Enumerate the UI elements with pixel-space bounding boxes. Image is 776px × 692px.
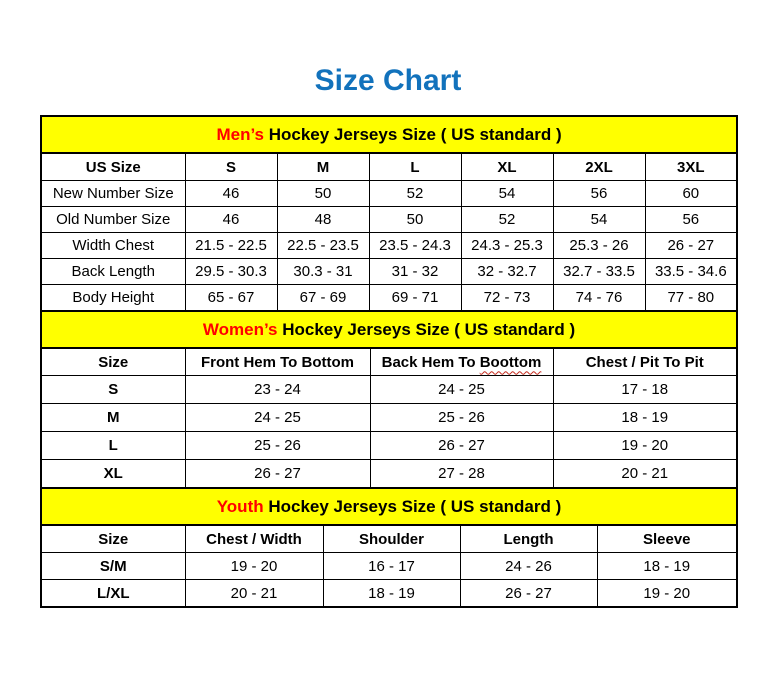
value-cell: 18 - 19 xyxy=(553,404,737,432)
value-cell: 52 xyxy=(369,181,461,207)
column-header: Back Hem To Boottom xyxy=(370,348,553,376)
value-cell: 54 xyxy=(461,181,553,207)
value-cell: 50 xyxy=(277,181,369,207)
column-header: Size xyxy=(41,525,185,553)
mens-table-row xyxy=(41,233,737,259)
row-label: Body Height xyxy=(41,285,185,312)
value-cell: 52 xyxy=(461,207,553,233)
womens-size-table xyxy=(40,310,738,489)
youth-table-body xyxy=(41,553,737,608)
mens-section-header xyxy=(41,116,737,153)
size-chart-tables xyxy=(40,115,736,608)
column-header-row xyxy=(41,525,737,553)
value-cell: 18 - 19 xyxy=(323,580,460,608)
value-cell: 19 - 20 xyxy=(597,580,737,608)
column-header: US Size xyxy=(41,153,185,181)
row-label: L/XL xyxy=(41,580,185,608)
value-cell: 21.5 - 22.5 xyxy=(185,233,277,259)
row-label: L xyxy=(41,432,185,460)
youth-table-row xyxy=(41,553,737,580)
value-cell: 24 - 26 xyxy=(460,553,597,580)
column-header: L xyxy=(369,153,461,181)
value-cell: 69 - 71 xyxy=(369,285,461,312)
mens-section-highlight: Men’s xyxy=(216,124,264,144)
value-cell: 27 - 28 xyxy=(370,460,553,489)
mens-table-body xyxy=(41,181,737,312)
value-cell: 72 - 73 xyxy=(461,285,553,312)
value-cell: 77 - 80 xyxy=(645,285,737,312)
value-cell: 24 - 25 xyxy=(185,404,370,432)
row-label: New Number Size xyxy=(41,181,185,207)
value-cell: 26 - 27 xyxy=(460,580,597,608)
value-cell: 33.5 - 34.6 xyxy=(645,259,737,285)
value-cell: 24 - 25 xyxy=(370,376,553,404)
value-cell: 50 xyxy=(369,207,461,233)
column-header: 2XL xyxy=(553,153,645,181)
mens-table-row xyxy=(41,285,737,312)
womens-table-row xyxy=(41,432,737,460)
value-cell: 17 - 18 xyxy=(553,376,737,404)
misspelled-word: Boottom xyxy=(479,353,542,371)
value-cell: 54 xyxy=(553,207,645,233)
youth-size-table xyxy=(40,487,738,608)
value-cell: 20 - 21 xyxy=(185,580,323,608)
value-cell: 48 xyxy=(277,207,369,233)
value-cell: 23.5 - 24.3 xyxy=(369,233,461,259)
womens-section-highlight: Women’s xyxy=(202,319,278,339)
mens-section-header-cell xyxy=(41,116,737,153)
womens-table-row xyxy=(41,460,737,489)
womens-table-row xyxy=(41,404,737,432)
column-header: S xyxy=(185,153,277,181)
column-header: Shoulder xyxy=(323,525,460,553)
value-cell: 19 - 20 xyxy=(185,553,323,580)
value-cell: 60 xyxy=(645,181,737,207)
mens-table-row xyxy=(41,207,737,233)
value-cell: 29.5 - 30.3 xyxy=(185,259,277,285)
value-cell: 18 - 19 xyxy=(597,553,737,580)
value-cell: 46 xyxy=(185,181,277,207)
value-cell: 74 - 76 xyxy=(553,285,645,312)
value-cell: 46 xyxy=(185,207,277,233)
row-label: S/M xyxy=(41,553,185,580)
value-cell: 25 - 26 xyxy=(185,432,370,460)
value-cell: 30.3 - 31 xyxy=(277,259,369,285)
mens-size-table xyxy=(40,115,738,312)
column-header: Chest / Pit To Pit xyxy=(553,348,737,376)
value-cell: 20 - 21 xyxy=(553,460,737,489)
value-cell: 32.7 - 33.5 xyxy=(553,259,645,285)
value-cell: 16 - 17 xyxy=(323,553,460,580)
value-cell: 22.5 - 23.5 xyxy=(277,233,369,259)
value-cell: 25.3 - 26 xyxy=(553,233,645,259)
value-cell: 32 - 32.7 xyxy=(461,259,553,285)
value-cell: 25 - 26 xyxy=(370,404,553,432)
youth-section-header-cell xyxy=(41,488,737,525)
mens-table-row xyxy=(41,259,737,285)
row-label: Back Length xyxy=(41,259,185,285)
column-header-row xyxy=(41,348,737,376)
row-label: Old Number Size xyxy=(41,207,185,233)
column-header: Chest / Width xyxy=(185,525,323,553)
row-label: Width Chest xyxy=(41,233,185,259)
youth-section-text: Hockey Jerseys Size ( US standard ) xyxy=(263,496,562,516)
value-cell: 23 - 24 xyxy=(185,376,370,404)
value-cell: 26 - 27 xyxy=(185,460,370,489)
value-cell: 26 - 27 xyxy=(645,233,737,259)
womens-table-row xyxy=(41,376,737,404)
value-cell: 24.3 - 25.3 xyxy=(461,233,553,259)
value-cell: 31 - 32 xyxy=(369,259,461,285)
youth-table-row xyxy=(41,580,737,608)
mens-table-row xyxy=(41,181,737,207)
column-header: Size xyxy=(41,348,185,376)
womens-section-header xyxy=(41,311,737,348)
value-cell: 56 xyxy=(645,207,737,233)
column-header: Length xyxy=(460,525,597,553)
womens-table-body xyxy=(41,376,737,489)
row-label: S xyxy=(41,376,185,404)
mens-section-text: Hockey Jerseys Size ( US standard ) xyxy=(264,124,562,144)
womens-section-text: Hockey Jerseys Size ( US standard ) xyxy=(277,319,576,339)
column-header: Front Hem To Bottom xyxy=(185,348,370,376)
value-cell: 26 - 27 xyxy=(370,432,553,460)
row-label: XL xyxy=(41,460,185,489)
column-header: XL xyxy=(461,153,553,181)
page-title: Size Chart xyxy=(314,64,462,97)
value-cell: 19 - 20 xyxy=(553,432,737,460)
value-cell: 65 - 67 xyxy=(185,285,277,312)
value-cell: 67 - 69 xyxy=(277,285,369,312)
row-label: M xyxy=(41,404,185,432)
column-header-row xyxy=(41,153,737,181)
youth-section-header xyxy=(41,488,737,525)
womens-section-header-cell xyxy=(41,311,737,348)
column-header: Sleeve xyxy=(597,525,737,553)
column-header: M xyxy=(277,153,369,181)
column-header: 3XL xyxy=(645,153,737,181)
value-cell: 56 xyxy=(553,181,645,207)
youth-section-highlight: Youth xyxy=(216,496,264,516)
